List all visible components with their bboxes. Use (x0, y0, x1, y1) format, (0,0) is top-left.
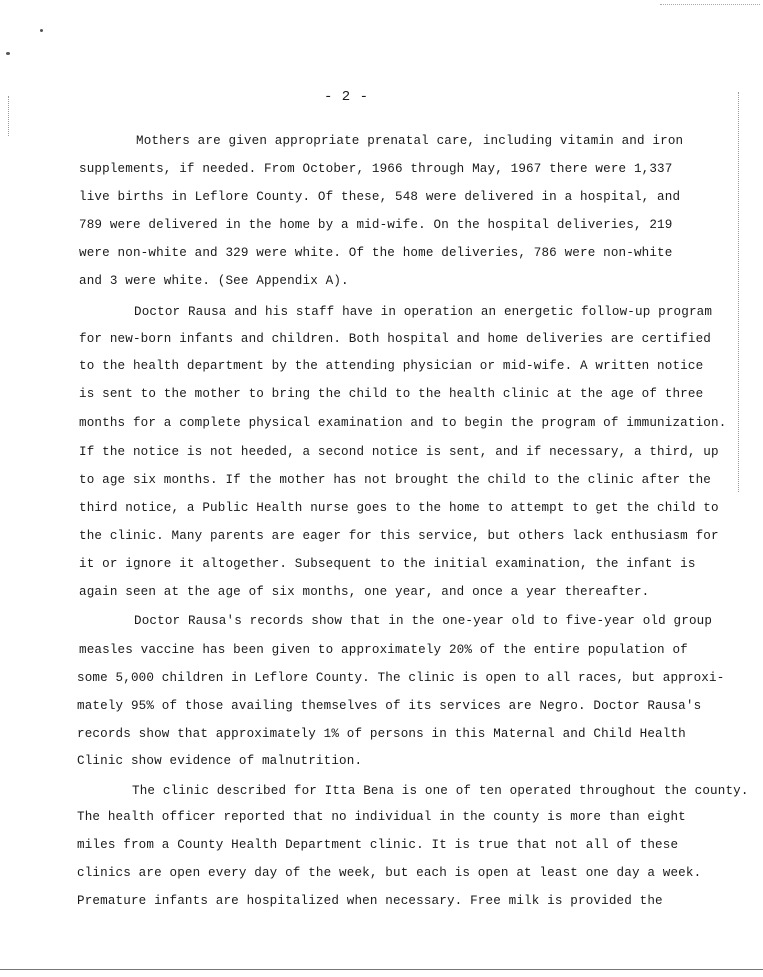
scan-edge-dots (8, 96, 9, 136)
text-line: mately 95% of those availing themselves of its services are Negro. Doctor Rausa's (77, 699, 702, 713)
text-line: and 3 were white. (See Appendix A). (79, 274, 349, 288)
text-line: were non-white and 329 were white. Of the home deliveries, 786 were non-white (79, 246, 673, 260)
text-line: live births in Leflore County. Of these, 548 were delivered in a hospital, and (79, 190, 681, 204)
text-line: to age six months. If the mother has not brought the child to the clinic after the (79, 473, 712, 487)
text-line: The health officer reported that no individual in the county is more than eight (77, 810, 686, 824)
text-line: measles vaccine has been given to approximately 20% of the entire population of (79, 643, 688, 657)
text-line: The clinic described for Itta Bena is one of ten operated throughout the county. (132, 784, 749, 798)
page-bottom-rule (0, 969, 763, 970)
text-line: miles from a County Health Department clinic. It is true that not all of these (77, 838, 679, 852)
page-number: - 2 - (324, 89, 369, 105)
text-line: Premature infants are hospitalized when necessary. Free milk is provided the (77, 894, 663, 908)
text-line: 789 were delivered in the home by a mid-wife. On the hospital deliveries, 219 (79, 218, 673, 232)
text-line: the clinic. Many parents are eager for this service, but others lack enthusiasm for (79, 529, 719, 543)
text-line: to the health department by the attending physician or mid-wife. A written notice (79, 359, 704, 373)
scan-speck (40, 29, 43, 32)
scan-edge-dots (660, 4, 760, 5)
text-line: months for a complete physical examination and to begin the program of immunization. (79, 416, 727, 430)
text-line: is sent to the mother to bring the child to the health clinic at the age of three (79, 387, 704, 401)
text-line: Clinic show evidence of malnutrition. (77, 754, 363, 768)
scan-speck (6, 52, 10, 55)
text-line: clinics are open every day of the week, but each is open at least one day a week. (77, 866, 702, 880)
text-line: again seen at the age of six months, one year, and once a year thereafter. (79, 585, 650, 599)
text-line: some 5,000 children in Leflore County. The clinic is open to all races, but approxi- (77, 671, 725, 685)
text-line: Mothers are given appropriate prenatal care, including vitamin and iron (136, 134, 684, 148)
text-line: If the notice is not heeded, a second notice is sent, and if necessary, a third, up (79, 445, 719, 459)
scan-edge-dots (738, 92, 739, 492)
text-line: it or ignore it altogether. Subsequent to the initial examination, the infant is (79, 557, 696, 571)
text-line: Doctor Rausa's records show that in the one-year old to five-year old group (134, 614, 713, 628)
text-line: for new-born infants and children. Both hospital and home deliveries are certified (79, 332, 712, 346)
text-line: supplements, if needed. From October, 1966 through May, 1967 there were 1,337 (79, 162, 673, 176)
text-line: third notice, a Public Health nurse goes to the home to attempt to get the child to (79, 501, 719, 515)
text-line: records show that approximately 1% of persons in this Maternal and Child Health (77, 727, 686, 741)
text-line: Doctor Rausa and his staff have in operation an energetic follow-up program (134, 305, 713, 319)
